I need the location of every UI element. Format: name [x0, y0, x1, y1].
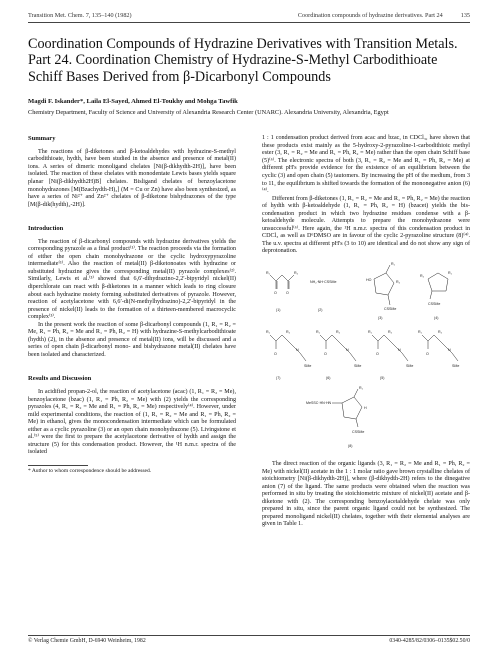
atom-sme: SMe: [304, 363, 312, 368]
compound-2-structure: [310, 280, 337, 312]
journal-page: [28, 12, 470, 529]
atom-r2: R₂: [336, 329, 340, 334]
left-column: [28, 135, 236, 529]
compound-8-structure: [306, 386, 367, 448]
journal-citation: Transition Met. Chem. 7, 135–140 (1982): [28, 12, 132, 19]
running-title: Coordination compounds of hydrazine derivatives. Part 24: [297, 12, 443, 19]
summary-heading: Summary: [28, 135, 56, 143]
page-footer: [28, 632, 470, 644]
atom-n: N: [296, 347, 299, 352]
atom-r1: R₁: [266, 329, 270, 334]
atom-r1: R₁: [266, 270, 270, 275]
right-paragraph-3: The direct reaction of the organic ligands (3, R₁ = R₂ = Me and R₁ = Ph, R₂ = Me) with nickel(II) acetate in the 1 : 1 molar ratio gave brown crystalline chelates of stoichiometry [Ni(β-dikhydth-2H)], where (β-dikhydth-2H) refers to the dinegative anion (7) of the ligand. The same products were obtained when the reaction was performed in situ by treating the stoichiometric mixture of nickel(II) acetate and β-diketone with (2). The corresponding benzoylacetaldehyde chelate was only prepared in situ, since the parent organic ligand could not be synthesized. The prepared monoligand nickel(II) chelates, together with their elemental analyses are given in Table 1.: [262, 460, 470, 528]
right-column: [262, 135, 470, 529]
atom-r2: R₂: [294, 270, 298, 275]
two-column-body: [28, 135, 470, 529]
footnote: * Author to whom correspondence should be addressed.: [28, 467, 152, 474]
atom-r1: R₁: [368, 329, 372, 334]
atom-r2: R₂: [420, 273, 424, 278]
atom-r1: R₁: [359, 385, 363, 390]
summary-text: The reactions of β-diketones and β-ketoaldehydes with hydrazine-S-methyl carbodithioate, hydth, have been studied in the absence and presence of metal(II) ions. A series of dimeric monoligand chelates [Ni(β-dikhydth-2H)]₂ have been isolated. The reaction of these chelates with monodentate Lewis bases yields square planar [Ni(β-dikhydth2H)B] chelates. Bisligand chelates of benzoylacetone monohydrazones [M(Bzachydth-H)₂] (M = Cu or Zn) have also been synthesized, as have a series of Ni²⁺ and Zn²⁺ chelates of β-diketone bishydrazones of the type [M(β-dik(hydth)₂-2H)].: [28, 148, 236, 208]
atom-n: N: [448, 347, 451, 352]
results-heading: Results and Discussion: [28, 375, 92, 383]
atom-n: N: [346, 347, 349, 352]
compound-1-structure: [266, 271, 299, 312]
footnote-rule: [28, 465, 88, 466]
affiliation: Chemistry Department, Faculty of Science and University of Alexandria Research Center (UNARC). Alexandria University, Alexandria, Egypt: [28, 109, 389, 117]
atom-sme: SMe: [406, 363, 414, 368]
compound-5b-structure: [418, 330, 459, 368]
reaction-scheme: [262, 261, 470, 461]
atom-cssme: CSSMe: [352, 429, 365, 434]
atom-r2: R₂: [438, 329, 442, 334]
intro-paragraph-2: In the present work the reaction of some β-dicarbonyl compounds (1, R₁ = R₂ = Me, R₁ = Ph, R₂ = Me and R₁ = Ph, R₂ = H) with hydrazine-S-methylcarbodithioate (hydth) (2), in the absence and presence of metal(II) ions, will be discussed and a series of open chain β-dicarbonyl mono- and bishydrazone metal(II) chelates have been isolated and characterized.: [28, 321, 236, 358]
atom-ho: HO: [366, 277, 372, 282]
atom-r1: R₁: [391, 261, 395, 266]
atom-sme: SMe: [354, 363, 362, 368]
atom-r1: R₁: [316, 329, 320, 334]
label-3: (3): [378, 315, 383, 320]
atom-o: O: [426, 351, 429, 356]
label-7: (7): [276, 375, 281, 380]
hydth-formula: NH₂·NH·CSSMe: [310, 279, 337, 284]
atom-n: N: [398, 347, 401, 352]
label-2: (2): [318, 307, 323, 312]
structure-drawings: [262, 261, 470, 461]
running-header: [28, 12, 470, 19]
atom-r1: R₁: [418, 329, 422, 334]
right-paragraph-2: Different from β-diketones (1, R₁ = R₂ = Me and R₁ = Ph, R₂ = Me) the reaction of hydth with β-ketoaldehyde (1, R₁ = Ph, R₂ = H) (bzacet) yields the bis-condensation product in which two hydrazine residues condense with a β-ketoaldehyde molecule. Attempts to prepare the monohydrazone were unsuccessful⁽⁶⁾. Here again, the ¹H n.m.r. spectra of this condensation product in CDCl₃ as well as D⁶DMSO are in favour of the cyclic 2-pyrazoline structure (8)⁽⁴⁾. The u.v. spectra at different pH's (3 to 10) are identical and do not show any sign of deprotonation.: [262, 195, 470, 255]
atom-o: O: [286, 290, 289, 295]
atom-r2: R₂: [388, 329, 392, 334]
atom-cssme: CSSMe: [428, 301, 441, 306]
atom-r1: R₁: [448, 270, 452, 275]
label-8: (8): [348, 443, 353, 448]
label-1: (1): [276, 307, 281, 312]
page-number: 135: [460, 12, 470, 19]
header-rule: [28, 22, 470, 23]
atom-o: O: [324, 351, 327, 356]
article-code: 0340-4285/82/0306–0135$02.50/0: [389, 638, 470, 644]
article-title: Coordination Compounds of Hydrazine Derivatives with Transition Metals. Part 24. Coordination Chemistry of Hydrazine-S-Methyl Carbodithioate Schiff Bases Derived from β-Dicarbonyl Compounds: [28, 36, 458, 85]
author-list: Magdi F. Iskander*, Laila El-Sayed, Ahmed El-Toukhy and Mohga Tawfik: [28, 98, 238, 106]
intro-paragraph-1: The reaction of β-dicarbonyl compounds with hydrazine derivatives yields the corresponding pyrazole as a final product⁽¹⁾. The reaction proceeds via the formation of either the open chain monohydrazone or the cyclic hydroxypyrazoline intermediate⁽¹⁾. Also the reaction of metal(II) β-diketonoates with hydrazine or substituted hydrazine gives the corresponding metal(II) pyrazole complexes⁽²⁾. Similarly, Lewis et al.⁽³⁾ showed that 6,6′-dihydrazino-2,2′-bipyridyl nickel(II) diperchlorate can react with β-diketones in a manner which leads to ring closure about each hydrazine moiety forming substituted derivatives of pyrazole. However, reaction of acetylacetone with 6,6′-di(N-methylhydrazino)-2,2′-bipyridyl in the presence of nickel(II) leads to the formation of a thirteen-membered macrocyclic complex⁽³⁾.: [28, 238, 236, 321]
compound-7-structure: [266, 330, 311, 380]
results-paragraph-1: In acidified propan-2-ol, the reaction of acetylacetone (acac) (1, R₁ = R₂ = Me), benzoylacetone (bzac) (1, R₁ = Ph, R₂ = Me) with (2) yields the corresponding pyrazoles (4, R₁ = R₂ = Me and R₁ = Ph, R₂ = Me) respectively⁽⁴⁾. However, under mild experimental conditions, the reaction of (1, R₁ = R₂ = Me and R₁ = Ph, R₂ = Me) in ethanol, gives the monocondensation intermediate which can be formulated either as a cyclic pyrazoline (3) or an open chain monohydrazone (5). Livingstone et al.⁽⁵⁾ were the first to prepare the acetylacetone derivative of hydth and assign the structure (5) for this condensation product. However, the ¹H n.m.r. spectra of the isolated: [28, 388, 236, 456]
compound-5-structure: [368, 330, 413, 380]
atom-o: O: [274, 351, 277, 356]
label-5: (5): [380, 375, 385, 380]
hydrazone-arm: MeSSC·HN·HN: [306, 400, 332, 405]
compound-4-structure: [420, 271, 453, 320]
label-6: (6): [326, 375, 331, 380]
atom-sme: SMe: [452, 363, 460, 368]
publisher-copyright: © Verlag Chemie GmbH, D-6940 Weinheim, 1982: [28, 638, 146, 644]
introduction-heading: Introduction: [28, 225, 64, 233]
right-paragraph-1: 1 : 1 condensation product derived from acac and bzac, in CDCl₃, have shown that these products exist mainly as the 5-hydroxy-2-pyrazoline-1-carbodithioic methyl ester (3, R₁ = R₂ = Me and R₁ = Ph, R₂ = Me) rather than the open chain Schiff base (5)⁽⁶⁾. The electronic spectra of both (3, R₁ = R₂ = Me and R₁ = Ph, R₂ = Me) at different pH's provide evidence for the existence of an equilibrium between the cyclic (3) and open chain (5) tautomers. By increasing the pH of the medium, from 3 to 11, the equilibrium is shifted towards the formation of the mononegative anion (6)⁽⁴⁾.: [262, 135, 470, 195]
compound-3-structure: [366, 262, 401, 320]
atom-o: O: [376, 351, 379, 356]
label-4: (4): [434, 315, 439, 320]
atom-h: H: [364, 405, 367, 410]
footer-rule: [28, 635, 470, 636]
atom-r2: R₂: [396, 279, 400, 284]
atom-o: O: [274, 290, 277, 295]
compound-6-structure: [316, 330, 361, 380]
atom-cssme: CSSMe: [384, 306, 397, 311]
atom-r2: R₂: [286, 329, 290, 334]
